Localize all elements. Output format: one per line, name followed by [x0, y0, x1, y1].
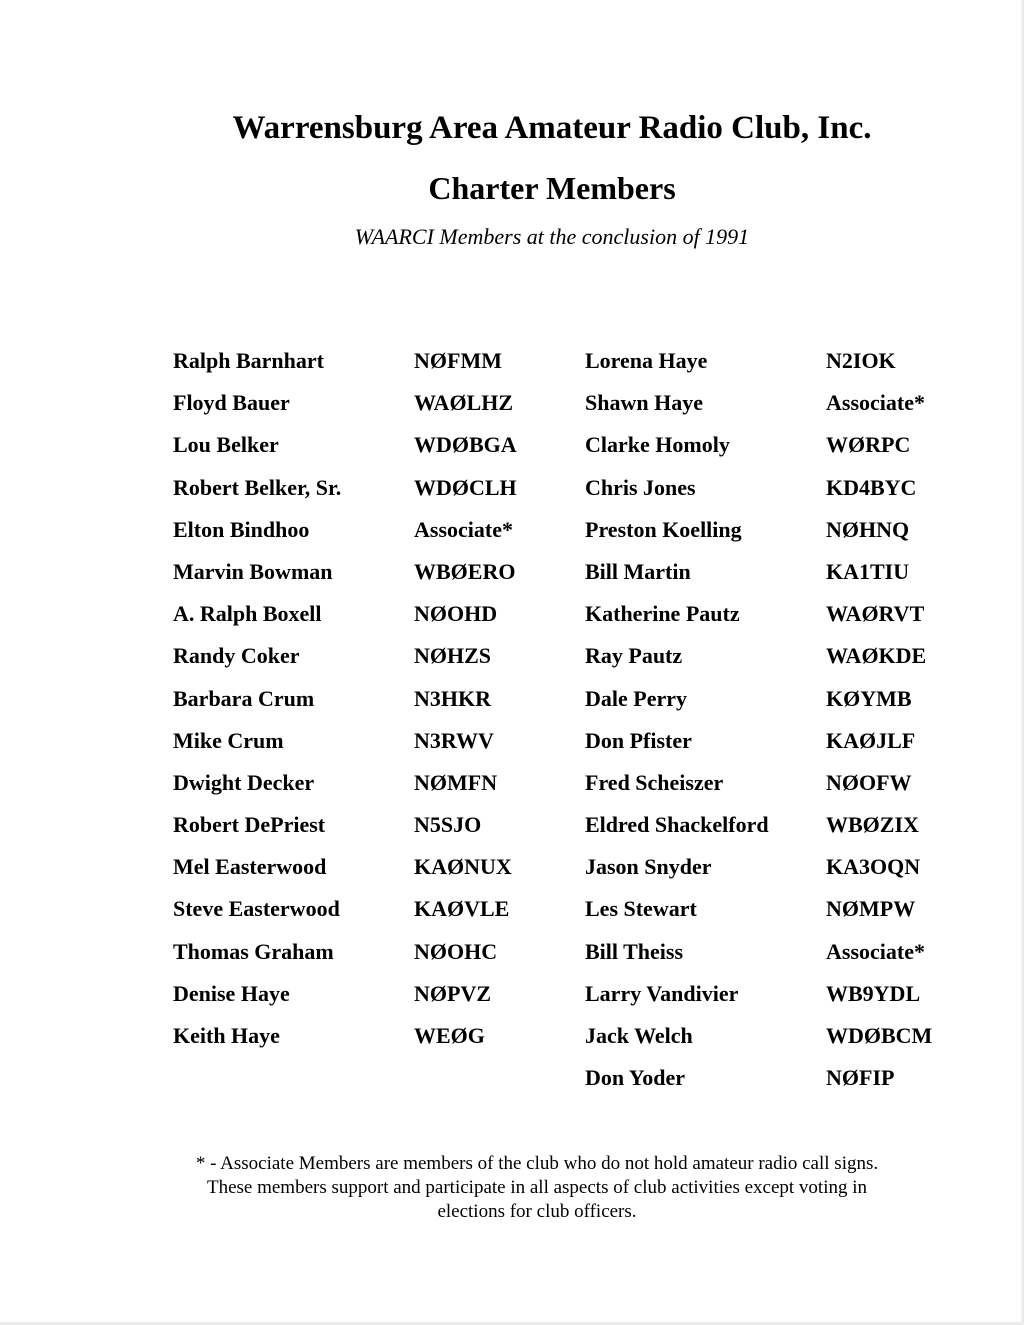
member-name: Jack Welch	[585, 1023, 693, 1048]
member-name: Don Pfister	[585, 727, 692, 753]
member-callsign: N3HKR	[414, 685, 491, 711]
member-callsign: WØRPC	[826, 432, 911, 458]
member-row	[173, 810, 956, 852]
member-row	[173, 430, 956, 472]
member-callsign: NØPVZ	[414, 980, 491, 1006]
member-name: Preston Koelling	[585, 516, 742, 542]
member-callsign: KA3OQN	[826, 854, 921, 880]
member-callsign: Associate*	[826, 938, 925, 964]
member-name: Elton Bindhoo	[173, 516, 310, 542]
member-callsign: NØOHD	[414, 601, 498, 627]
associate-footnote	[162, 1152, 912, 1224]
member-row	[173, 515, 956, 557]
member-callsign: KØYMB	[826, 685, 912, 711]
footnote-line: These members support and participate in all aspects of club activities except voting in	[206, 1177, 868, 1198]
page-caption: WAARCI Members at the conclusion of 1991	[354, 224, 750, 249]
member-row	[173, 979, 956, 1021]
member-callsign: N3RWV	[414, 727, 494, 753]
member-callsign: NØOHC	[414, 938, 498, 964]
footnote-line: * - Associate Members are members of the club who do not hold amateur radio call signs.	[195, 1153, 879, 1174]
member-name: Eldred Shackelford	[585, 812, 769, 838]
member-callsign: WBØERO	[414, 558, 516, 584]
member-name: Bill Theiss	[585, 938, 684, 964]
member-callsign: KAØJLF	[826, 727, 916, 753]
member-callsign: NØMPW	[826, 896, 916, 922]
member-name: Thomas Graham	[173, 938, 334, 964]
member-name: Ralph Barnhart	[173, 348, 324, 373]
member-name: Bill Martin	[585, 558, 691, 584]
member-name: Fred Scheiszer	[585, 769, 724, 795]
member-row	[173, 768, 956, 810]
member-row	[173, 641, 956, 683]
member-row	[173, 557, 956, 599]
member-row	[173, 1021, 956, 1063]
member-row	[173, 894, 956, 936]
member-row	[173, 1063, 956, 1105]
member-callsign: WAØLHZ	[414, 390, 514, 416]
member-callsign: NØFIP	[826, 1065, 895, 1091]
member-name: Floyd Bauer	[173, 390, 290, 416]
member-callsign: WAØRVT	[826, 601, 925, 627]
page-title: Warrensburg Area Amateur Radio Club, Inc.	[232, 110, 872, 146]
member-name: Lorena Haye	[585, 348, 708, 373]
member-name: Don Yoder	[585, 1065, 686, 1091]
member-row	[173, 684, 956, 726]
member-name: Shawn Haye	[585, 390, 703, 416]
member-row	[173, 726, 956, 768]
member-name: Marvin Bowman	[173, 558, 333, 584]
member-name: A. Ralph Boxell	[173, 601, 322, 627]
member-name: Clarke Homoly	[585, 432, 730, 458]
member-row	[173, 388, 956, 430]
member-callsign: NØHNQ	[826, 516, 910, 542]
member-name: Dale Perry	[585, 685, 687, 711]
member-name: Les Stewart	[585, 896, 697, 922]
member-callsign: KAØNUX	[414, 854, 512, 880]
member-callsign: KA1TIU	[826, 558, 910, 584]
footnote-line: elections for club officers.	[437, 1201, 637, 1222]
member-callsign: NØOFW	[826, 769, 912, 795]
member-callsign: Associate*	[826, 390, 925, 416]
member-callsign: N2IOK	[826, 348, 896, 373]
member-callsign: WDØBCM	[826, 1023, 933, 1048]
member-name: Ray Pautz	[585, 643, 683, 669]
member-name: Chris Jones	[585, 474, 696, 500]
member-callsign: NØFMM	[414, 348, 502, 373]
member-callsign: WB9YDL	[826, 980, 921, 1006]
member-callsign: WDØBGA	[414, 432, 517, 458]
member-name: Larry Vandivier	[585, 980, 739, 1006]
member-name: Barbara Crum	[173, 685, 315, 711]
member-name: Katherine Pautz	[585, 601, 740, 627]
page-subtitle: Charter Members	[428, 170, 676, 206]
member-callsign: WBØZIX	[826, 812, 919, 838]
member-roster	[173, 346, 956, 1105]
member-name: Denise Haye	[173, 980, 290, 1006]
member-name: Robert DePriest	[173, 812, 326, 838]
member-name: Mike Crum	[173, 727, 284, 753]
member-callsign: KD4BYC	[826, 474, 917, 500]
member-callsign: N5SJO	[414, 812, 482, 838]
member-row	[173, 852, 956, 894]
member-row	[173, 473, 956, 515]
member-callsign: KAØVLE	[414, 896, 510, 922]
member-name: Dwight Decker	[173, 769, 315, 795]
member-name: Keith Haye	[173, 1023, 280, 1048]
member-name: Robert Belker, Sr.	[173, 474, 342, 500]
member-callsign: NØHZS	[414, 643, 492, 669]
member-name: Lou Belker	[173, 432, 279, 458]
member-row	[173, 346, 956, 388]
member-row	[173, 937, 956, 979]
member-name: Jason Snyder	[585, 854, 712, 880]
member-callsign: WEØG	[414, 1023, 485, 1048]
member-callsign: WDØCLH	[414, 474, 517, 500]
member-name: Steve Easterwood	[173, 896, 340, 922]
member-name: Randy Coker	[173, 643, 300, 669]
member-name: Mel Easterwood	[173, 854, 327, 880]
member-callsign: WAØKDE	[826, 643, 927, 669]
member-row	[173, 599, 956, 641]
member-callsign: Associate*	[414, 516, 513, 542]
member-callsign: NØMFN	[414, 769, 498, 795]
